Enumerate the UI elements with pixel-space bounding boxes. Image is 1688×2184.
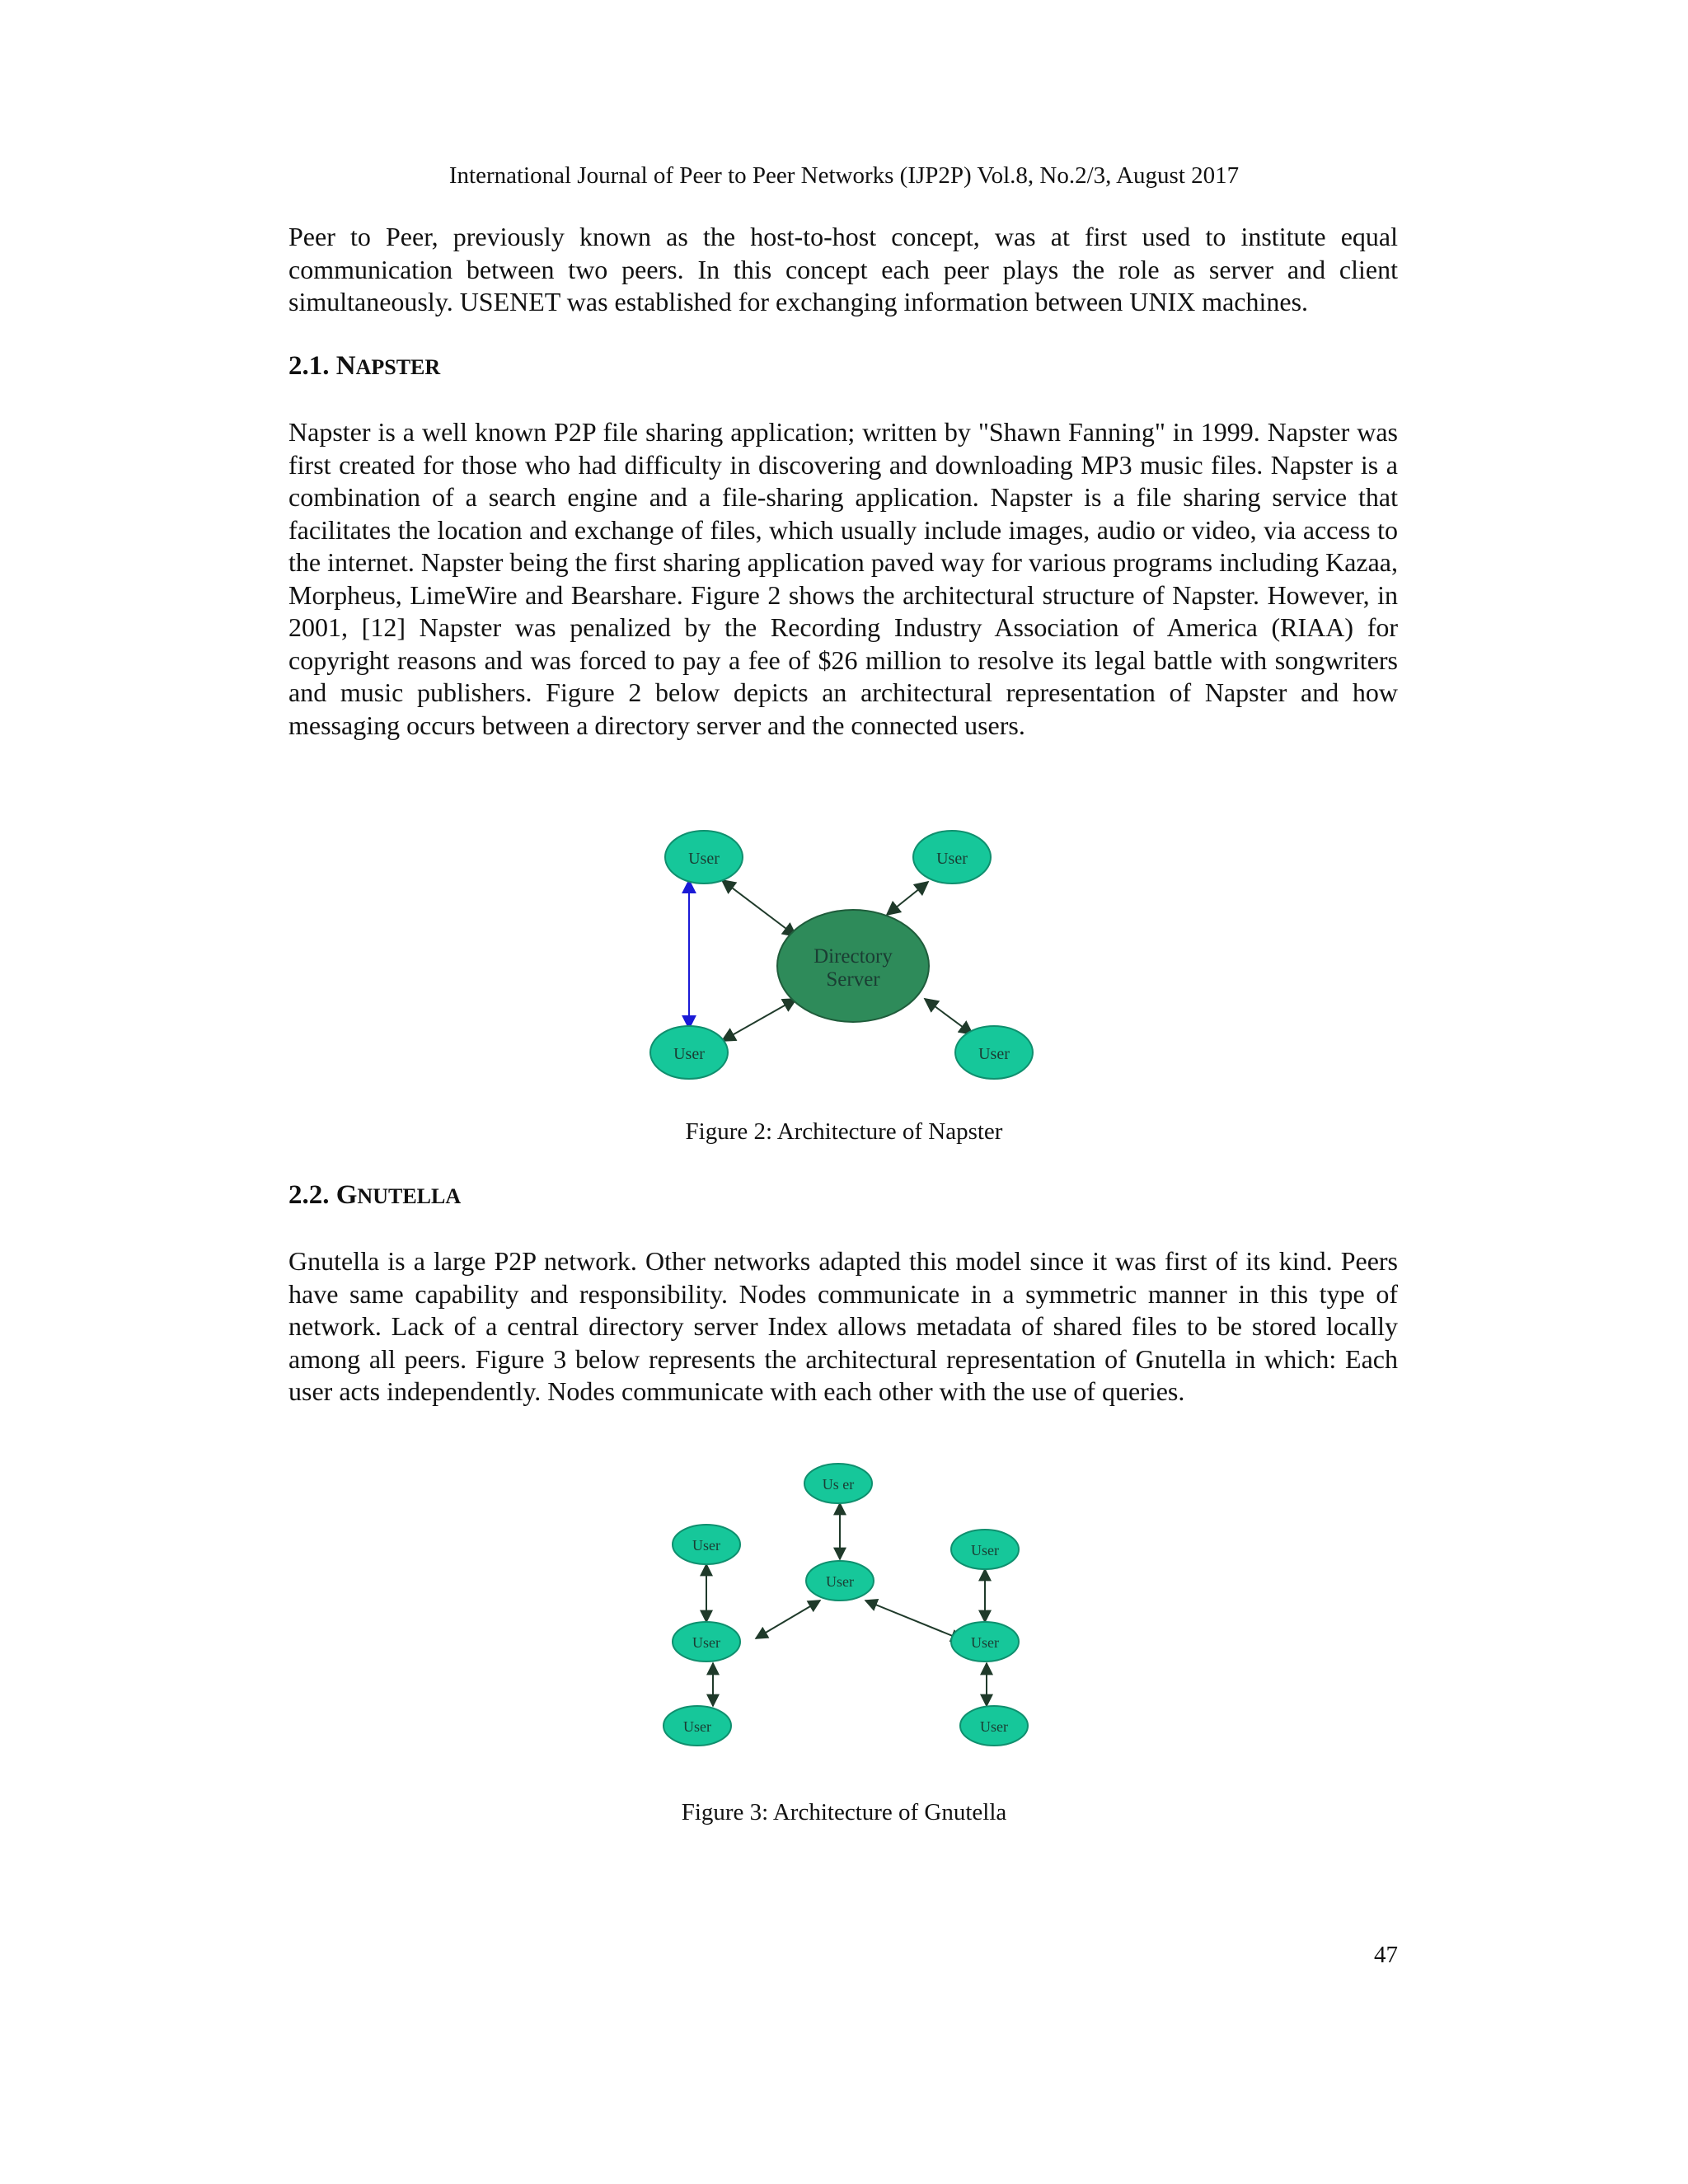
user-label-bottom-right: User — [978, 1045, 1010, 1063]
user-label-bottom-left: User — [683, 1718, 711, 1735]
user-label-upper-left: User — [692, 1537, 720, 1554]
section-heading-napster — [288, 351, 1398, 382]
arrow-top-right-server — [887, 882, 928, 915]
napster-paragraph-block — [288, 416, 1398, 742]
section-title-rest: NUTELLA — [357, 1184, 462, 1208]
server-label-line1: Directory — [814, 945, 893, 968]
napster-svg — [643, 816, 1055, 1096]
user-label-mid-right: User — [971, 1634, 999, 1651]
figure-2-napster-diagram — [643, 816, 1055, 1096]
arrow-bottom-left-server — [722, 999, 796, 1041]
user-label-bottom-left: User — [673, 1045, 705, 1063]
napster-paragraph: Napster is a well known P2P file sharing application; written by "Shawn Fanning" in 1999. Napster was first created for those who had difficulty in discovering and downloading MP3 music files. Napster is a combination of a search engine and a file-sharing application. Napster is a file sharing service that facilitates the location and exchange of files, which usually include images, audio or video, via access to the internet. Napster being the first sharing application paved way for various programs including Kazaa, Morpheus, LimeWire and Bearshare. Figure 2 shows the architectural structure of Napster. However, in 2001, [12] Napster was penalized by the Recording Industry Association of America (RIAA) for copyright reasons and was forced to pay a fee of $26 million to resolve its legal battle with songwriters and music publishers. Figure 2 below depicts an architectural representation of Napster and how messaging occurs between a directory server and the connected users. — [288, 417, 1398, 740]
arrow-center-mid-right — [865, 1601, 963, 1640]
section-title-initial: G — [335, 1180, 358, 1210]
section-heading-gnutella — [288, 1180, 1398, 1211]
arrow-top-left-server — [722, 880, 796, 936]
gnutella-paragraph: Gnutella is a large P2P network. Other networks adapted this model since it was first of its kind. Peers have same capability and responsibility. Nodes communicate in a symmetric manner in this type of network. Lack of a central directory server Index allows metadata of shared files to be stored locally among all peers. Figure 3 below represents the architectural representation of Gnutella in which: Each user acts independently. Nodes communicate with each other with the use of queries. — [288, 1246, 1398, 1406]
section-title-rest: APSTER — [355, 355, 441, 379]
arrow-center-mid-left — [756, 1601, 820, 1638]
user-label-top: Us er — [822, 1476, 855, 1493]
arrow-bottom-right-server — [925, 999, 973, 1034]
figure-2-caption: Figure 2: Architecture of Napster — [685, 1118, 1003, 1145]
gnutella-svg — [651, 1459, 1047, 1772]
page-number: 47 — [1374, 1942, 1398, 1968]
server-label-line2: Server — [826, 968, 880, 991]
section-number: 2.2. — [288, 1180, 330, 1210]
section-number: 2.1. — [288, 351, 330, 381]
intro-paragraph-block — [288, 221, 1398, 319]
section-title-initial: N — [335, 351, 356, 381]
intro-paragraph: Peer to Peer, previously known as the host-to-host concept, was at first used to institute equal communication between two peers. In this concept each peer plays the role as server and client simultaneously. USENET was established for exchanging information between UNIX machines. — [288, 222, 1398, 316]
user-label-mid-left: User — [692, 1634, 720, 1651]
user-label-upper-right: User — [971, 1542, 999, 1558]
figure-3-gnutella-diagram — [651, 1459, 1047, 1772]
gnutella-heading-block — [288, 1180, 1398, 1211]
journal-header: International Journal of Peer to Peer Networks (IJP2P) Vol.8, No.2/3, August 2017 — [448, 162, 1240, 189]
user-label-center: User — [826, 1573, 854, 1590]
figure-3-caption: Figure 3: Architecture of Gnutella — [681, 1799, 1007, 1825]
user-label-top-left: User — [688, 850, 720, 868]
user-label-bottom-right: User — [980, 1718, 1008, 1735]
gnutella-paragraph-block — [288, 1245, 1398, 1408]
napster-heading-block — [288, 351, 1398, 382]
user-label-top-right: User — [936, 850, 968, 868]
